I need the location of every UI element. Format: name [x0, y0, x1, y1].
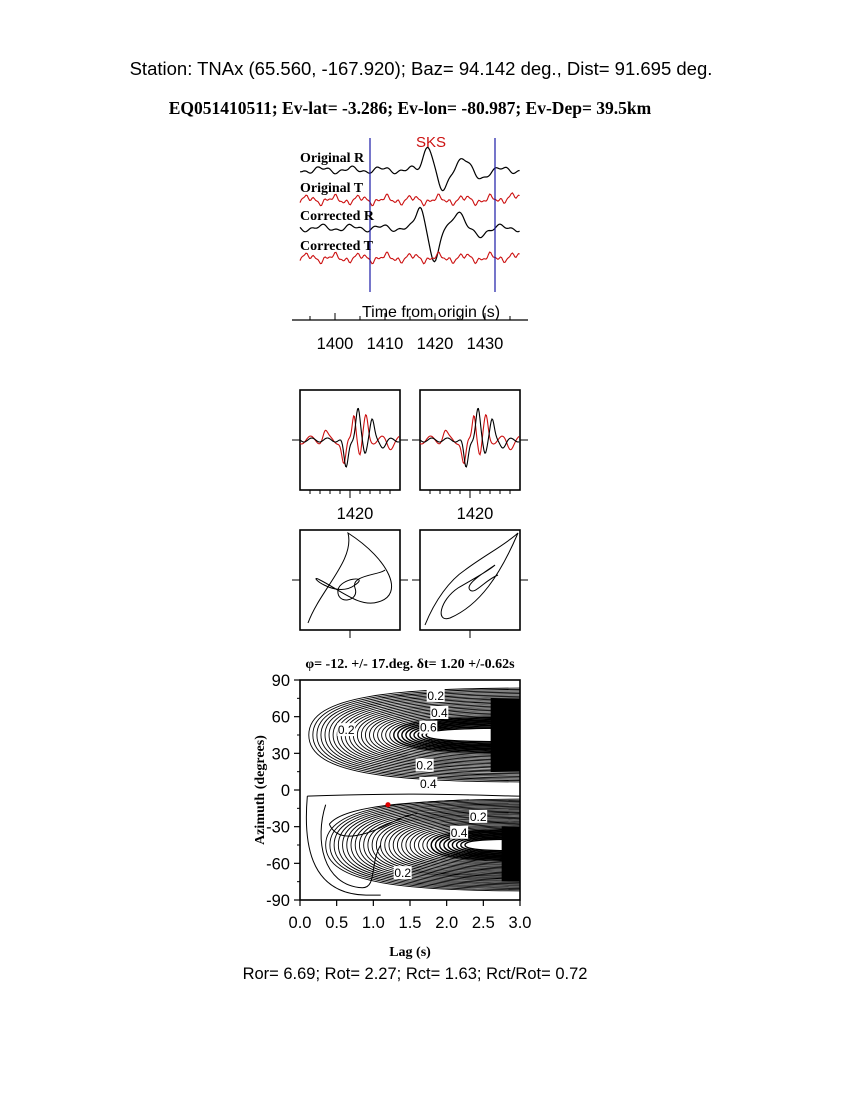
x-tick-label: 1.0 — [361, 914, 385, 932]
y-tick-label: 60 — [271, 708, 290, 727]
waveform-tick-label-right: 1420 — [456, 505, 494, 523]
contour-label: 0.6 — [419, 720, 437, 735]
contour-label: 0.2 — [469, 809, 487, 824]
contour-label: 0.2 — [427, 688, 445, 703]
trace-label-corrected-t: Corrected T — [300, 239, 373, 254]
contour-lines — [306, 688, 721, 895]
time-axis-label: Time from origin (s) — [361, 304, 501, 321]
y-tick-label: 0 — [280, 782, 290, 800]
contour-label: 0.4 — [419, 776, 437, 791]
contour-lower-dense — [502, 827, 722, 882]
waveform-panel-before — [292, 390, 408, 498]
time-tick-label: 1410 — [366, 335, 404, 353]
waveform-tick-label-left: 1420 — [336, 505, 374, 523]
x-tick-label: 3.0 — [508, 914, 532, 932]
time-tick-label: 1430 — [466, 335, 504, 353]
y-tick-label: 30 — [271, 745, 290, 764]
contour-upper — [426, 728, 540, 742]
contour-label: 0.4 — [450, 825, 468, 840]
x-tick-label: 2.5 — [471, 914, 495, 932]
contour-upper — [422, 727, 540, 744]
particle-motion-after — [412, 530, 528, 638]
x-tick-label: 2.0 — [435, 914, 459, 932]
y-tick-label: 90 — [271, 672, 290, 690]
best-fit-marker — [385, 802, 390, 807]
y-tick-label: -60 — [266, 855, 290, 874]
seismogram-panel — [292, 134, 528, 353]
waveform-panel-after — [412, 390, 528, 498]
x-tick-label: 1.5 — [398, 914, 422, 932]
x-tick-label: 0.0 — [288, 914, 312, 932]
trace-label-original-r: Original R — [300, 151, 365, 166]
contour-label: 0.2 — [394, 866, 412, 881]
particle-frame — [420, 530, 520, 630]
waveform-panels — [292, 390, 528, 523]
contour-label: 0.4 — [430, 706, 448, 720]
trace-label-corrected-r: Corrected R — [300, 209, 374, 224]
time-tick-label: 1420 — [416, 335, 454, 353]
event-info-line: EQ051410511; Ev-lat= -3.286; Ev-lon= -80.987; Ev-Dep= 39.5km — [168, 98, 652, 118]
particle-motion-before — [292, 530, 408, 638]
phase-label-sks: SKS — [415, 134, 447, 151]
contour-upper-dense — [491, 698, 711, 771]
y-axis-title: Azimuth (degrees) — [253, 735, 268, 845]
y-tick-label: -30 — [266, 818, 290, 837]
energy-grid-panel — [253, 657, 722, 960]
time-tick-label: 1400 — [316, 335, 354, 353]
ratio-summary-line: Ror= 6.69; Rot= 2.27; Rct= 1.63; Rct/Rot= 0.72 — [242, 965, 588, 983]
x-axis-title: Lag (s) — [389, 945, 431, 960]
contour-label: 0.2 — [416, 758, 434, 773]
contour-label: 0.2 — [337, 723, 355, 738]
y-tick-label: -90 — [266, 892, 290, 910]
station-info-line: Station: TNAx (65.560, -167.920); Baz= 94.142 deg., Dist= 91.695 deg. — [129, 58, 713, 79]
x-tick-label: 0.5 — [325, 914, 349, 932]
particle-motion-panels — [292, 530, 528, 638]
energy-grid-title: φ= -12. +/- 17.deg. δt= 1.20 +/-0.62s — [305, 657, 515, 672]
trace-label-original-t: Original T — [300, 181, 364, 196]
